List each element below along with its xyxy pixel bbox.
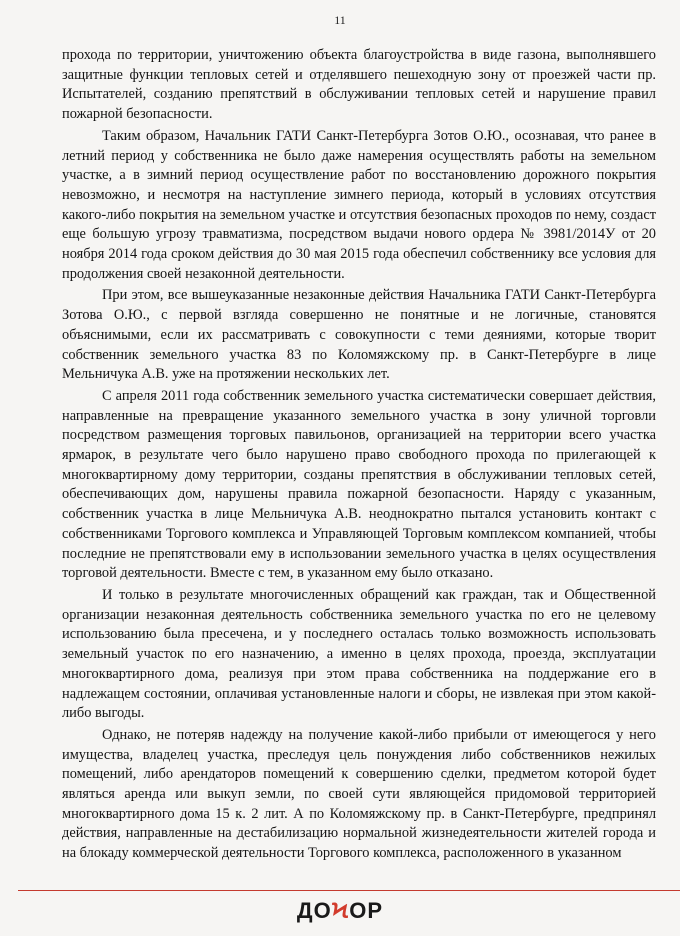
paragraph: прохода по территории, уничтожению объекта благоустройства в виде газона, выполнявшего защитные функции тепловых сетей и отделявшего пешеходную зону от проезжей части пр. Испытателей, созданию препятствий в обслуживании тепловых сетей и нарушение правил пожарной безопасности. [62,47,656,123]
footer-divider [18,890,680,891]
paragraph: Таким образом, Начальник ГАТИ Санкт-Петербурга Зотов О.Ю., осознавая, что ранее в летний период у собственника не было даже намерения осуществлять работы на земельном участке, а в зимний период осуществление работ по восстановлению дорожного покрытия невозможно, и несмотря на наступление зимнего периода, который в условиях отсутствия какого-либо покрытия на земельном участке и отсутствия безопасных проходов по нему, создаст еще большую угрозу травматизма, посредством выдачи нового ордера № 3981/2014У от 20 ноября 2014 года сроком действия до 30 мая 2015 года обеспечил собственнику все условия для продолжения своей незаконной деятельности. [62,127,656,282]
logo-text-left: ДО [296,898,332,923]
paragraph: С апреля 2011 года собственник земельного участка систематически совершает действия, направленные на превращение указанного земельного участка в зону уличной торговли посредством размещения торговых павильонов, организацией на территории всего участка ярмарок, в результате чего было нарушено право свободного прохода по прилегающей к многоквартирному дому территории, созданы препятствия в обслуживании тепловых сетей, обеспечивающих дом, нарушены правила пожарной безопасности. Наряду с указанным, собственник участка в лице Мельничука А.В. неоднократно пытался установить контакт с собственниками Торгового комплекса и Управляющей Торговым комплексом компанией, чтобы последние не препятствовали ему в использовании земельного участка в целях осуществления торговой деятельности. Вместе с тем, в указанном ему было отказано. [62,387,656,582]
footer-logo [0,898,680,924]
lightning-icon: Ϟ [331,898,350,923]
paragraph: Однако, не потеряв надежду на получение какой-либо прибыли от имеющегося у него имущества, владелец участка, преследуя цель понуждения либо собственников нежилых помещений, либо арендаторов помещений к совершению сделки, предметом которой будет являться аренда или выкуп земли, по своей сути являющейся придомовой территорией многоквартирного дома 15 к. 2 лит. А по Коломяжскому пр. в Санкт-Петербурге, предпринял действия, направленные на дестабилизацию нормальной жизнедеятельности жителей города и на блокаду коммерческой деятельности Торгового комплекса, расположенного в указанном [62,726,656,862]
document-body [62,46,656,866]
page-number: 11 [334,13,346,27]
paragraph: При этом, все вышеуказанные незаконные действия Начальника ГАТИ Санкт-Петербурга Зотова О.Ю., с первой взгляда совершенно не понятные и не логичные, становятся объяснимыми, если их рассматривать с совокупности с теми деяниями, которые творит собственник земельного участка 83 по Коломяжскому пр. в Санкт-Петербурге в лице Мельничука А.В. уже на протяжении нескольких лет. [62,287,656,383]
logo-text-right: ОР [349,898,384,923]
paragraph: И только в результате многочисленных обращений как граждан, так и Общественной организации незаконная деятельность собственника земельного участка по его не целевому использованию была пресечена, и у последнего осталась только возможность использовать земельный участок по его назначению, а именно в целях прохода, проезда, эксплуатации многоквартирного дома, реализуя при этом права собственника на поддержание его в надлежащем состоянии, оплачивая установленные налоги и сборы, не извлекая при этом какой-либо выгоды. [62,586,656,722]
